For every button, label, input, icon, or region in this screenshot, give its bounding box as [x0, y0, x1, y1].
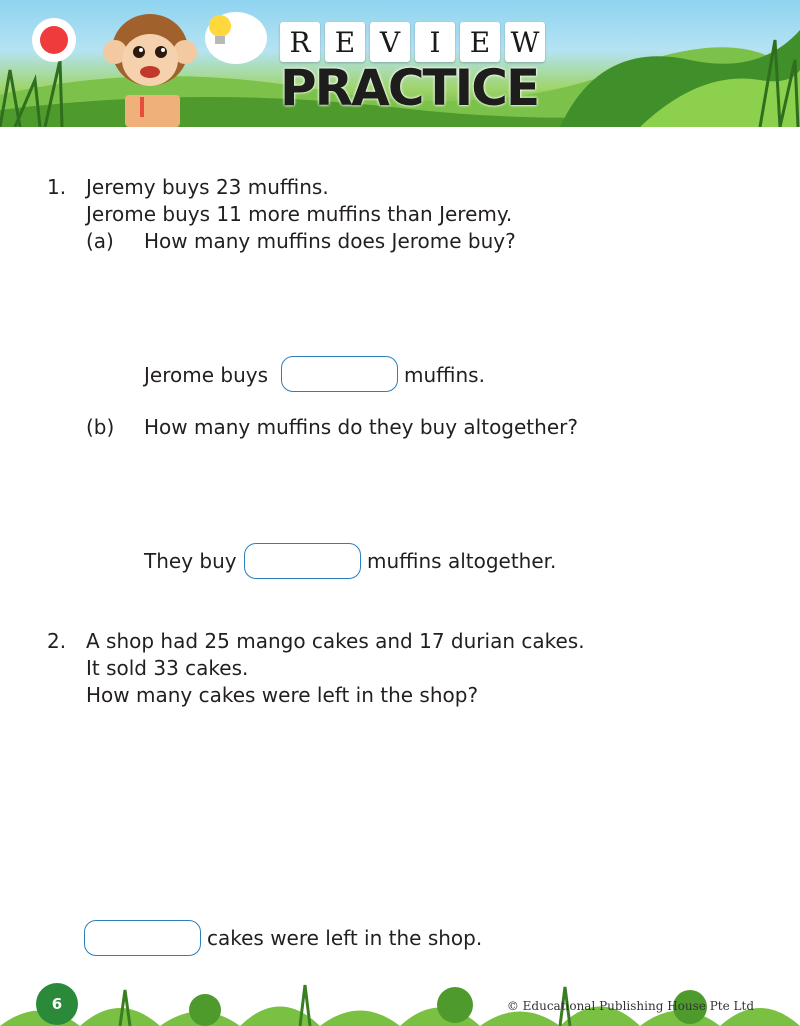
- review-letter: R: [280, 22, 320, 62]
- q2-answer-box[interactable]: [84, 920, 201, 956]
- q2-line3: How many cakes were left in the shop?: [86, 683, 479, 707]
- q1b-answer-suffix: muffins altogether.: [367, 549, 557, 573]
- q2-answer-suffix: cakes were left in the shop.: [207, 926, 483, 950]
- idea-bubble: [205, 12, 267, 64]
- q2-line1: A shop had 25 mango cakes and 17 durian cakes.: [86, 629, 585, 653]
- monkey-mascot-icon: [95, 0, 205, 127]
- q1b-answer-box[interactable]: [244, 543, 361, 579]
- copyright-text: © Educational Publishing House Pte Ltd: [506, 999, 754, 1013]
- q1b-question: How many muffins do they buy altogether?: [144, 415, 578, 439]
- q1b-label: (b): [86, 415, 115, 439]
- review-title: [280, 22, 545, 62]
- q1-line2: Jerome buys 11 more muffins than Jeremy.: [86, 202, 513, 226]
- practice-title: PRACTICE: [280, 59, 539, 117]
- smiley-icon: [40, 26, 68, 54]
- q1a-answer-prefix: Jerome buys: [144, 363, 268, 387]
- lightbulb-icon: [205, 12, 235, 48]
- q1-number: 1.: [47, 175, 67, 199]
- page-number-badge: 6: [36, 983, 78, 1025]
- q1-line1: Jeremy buys 23 muffins.: [86, 175, 329, 199]
- review-letter: E: [460, 22, 500, 62]
- review-letter: V: [370, 22, 410, 62]
- q1b-answer-prefix: They buy: [144, 549, 237, 573]
- q1a-question: How many muffins does Jerome buy?: [144, 229, 516, 253]
- review-letter: W: [505, 22, 545, 62]
- review-letter: I: [415, 22, 455, 62]
- header-banner: [0, 0, 800, 127]
- q2-line2: It sold 33 cakes.: [86, 656, 249, 680]
- q1a-answer-suffix: muffins.: [404, 363, 485, 387]
- q2-number: 2.: [47, 629, 67, 653]
- q1a-answer-box[interactable]: [281, 356, 398, 392]
- smiley-bubble: [32, 18, 76, 62]
- q1a-label: (a): [86, 229, 114, 253]
- review-letter: E: [325, 22, 365, 62]
